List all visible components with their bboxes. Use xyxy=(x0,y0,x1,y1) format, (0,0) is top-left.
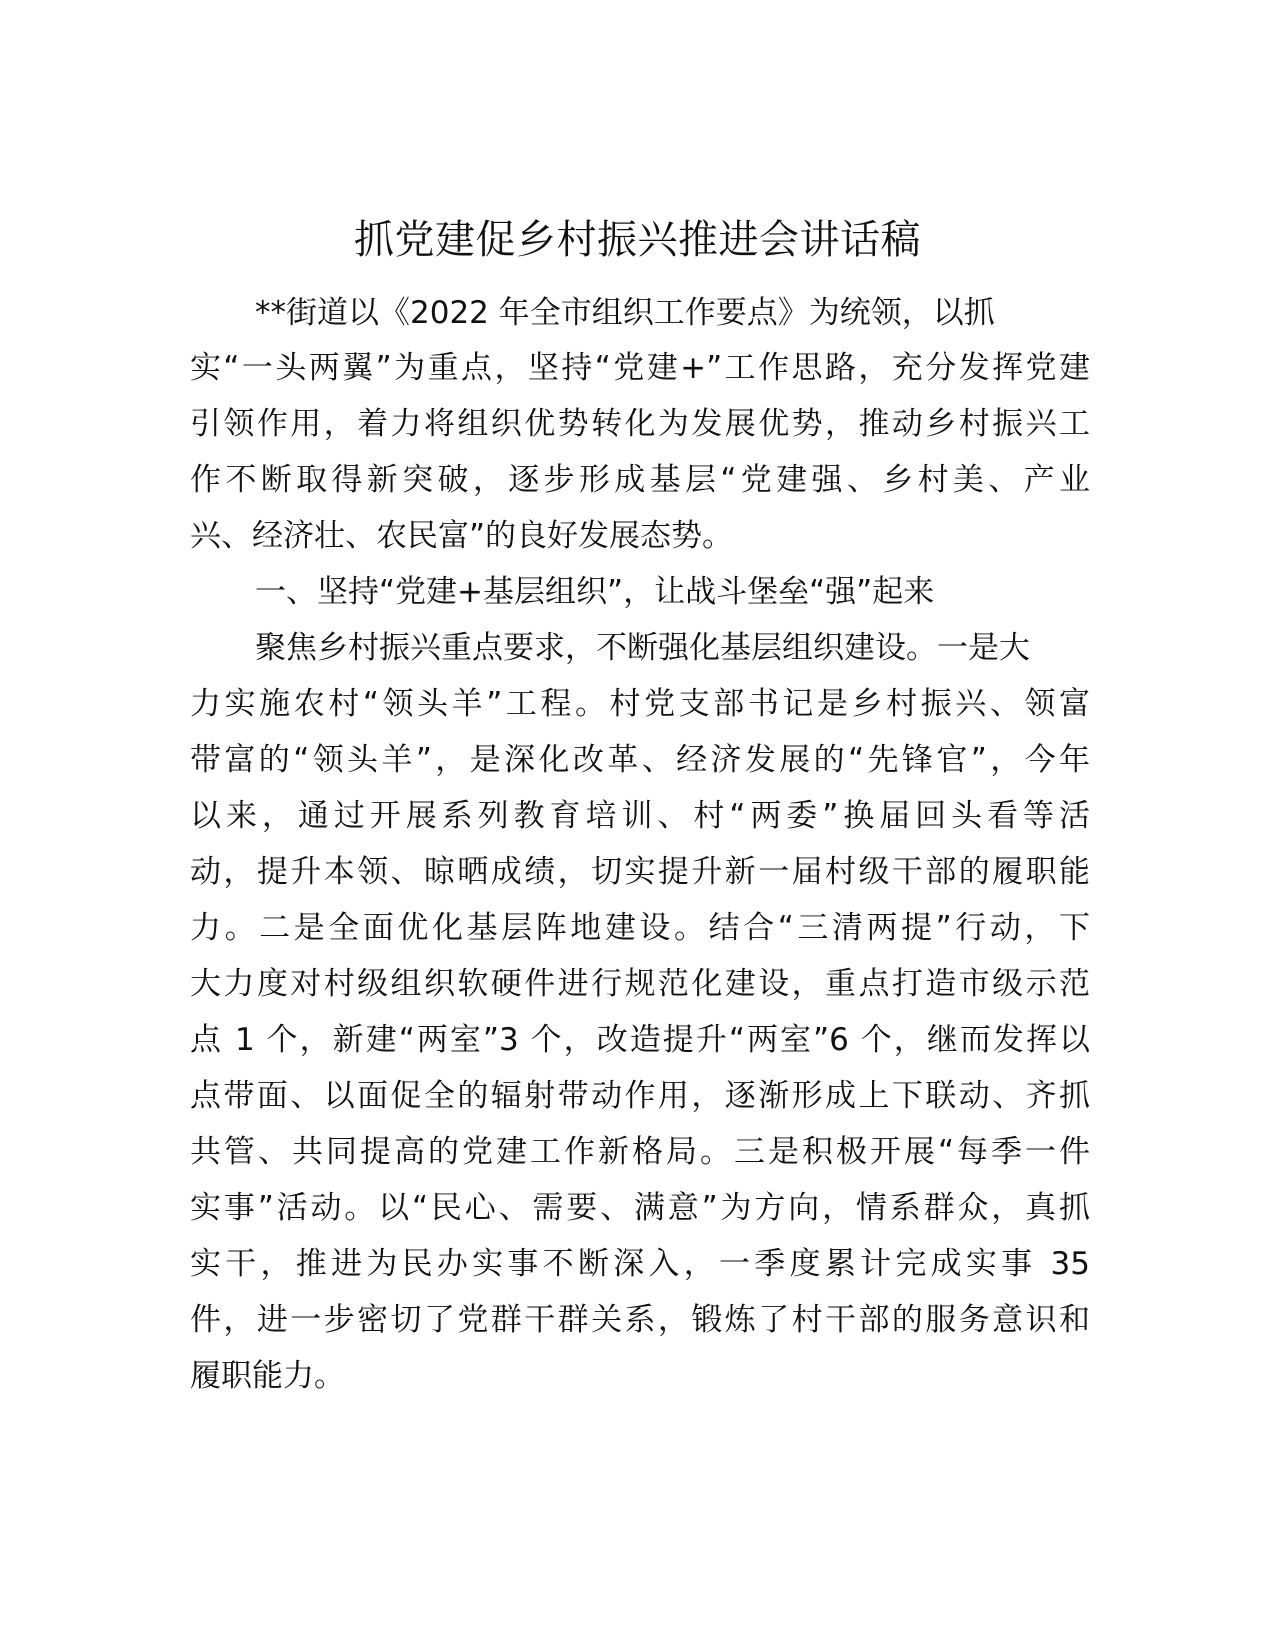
text-line: 件，进一步密切了党群干群关系，锻炼了村干部的服务意识和 xyxy=(190,1302,1090,1338)
text-line: 以来，通过开展系列教育培训、村“两委”换届回头看等活 xyxy=(190,798,1090,834)
text-line: 聚焦乡村振兴重点要求，不断强化基层组织建设。一是大 xyxy=(255,630,1030,666)
text-line: 作不断取得新突破，逐步形成基层“党建强、乡村美、产业 xyxy=(190,462,1090,498)
text-line: 兴、经济壮、农民富”的良好发展态势。 xyxy=(190,518,734,554)
text-line: 动，提升本领、晾晒成绩，切实提升新一届村级干部的履职能 xyxy=(190,854,1090,890)
text-line: 大力度对村级组织软硬件进行规范化建设，重点打造市级示范 xyxy=(190,966,1090,1002)
document-title: 抓党建促乡村振兴推进会讲话稿 xyxy=(354,217,921,263)
section-heading: 一、坚持“党建+基层组织”，让战斗堡垒“强”起来 xyxy=(255,574,935,610)
text-line: 共管、共同提高的党建工作新格局。三是积极开展“每季一件 xyxy=(190,1134,1090,1170)
text-line: 点带面、以面促全的辐射带动作用，逐渐形成上下联动、齐抓 xyxy=(190,1078,1090,1114)
text-line: 力实施农村“领头羊”工程。村党支部书记是乡村振兴、领富 xyxy=(190,686,1090,722)
text-line: **街道以《2022 年全市组织工作要点》为统领，以抓 xyxy=(255,295,995,331)
text-line: 点 1 个，新建“两室”3 个，改造提升“两室”6 个，继而发挥以 xyxy=(190,1022,1090,1058)
text-line: 实事”活动。以“民心、需要、满意”为方向，情系群众，真抓 xyxy=(190,1190,1090,1226)
text-line: 带富的“领头羊”，是深化改革、经济发展的“先锋官”，今年 xyxy=(190,742,1090,778)
text-line: 力。二是全面优化基层阵地建设。结合“三清两提”行动，下 xyxy=(190,910,1090,946)
text-line: 实“一头两翼”为重点，坚持“党建+”工作思路，充分发挥党建 xyxy=(190,350,1090,386)
text-line: 引领作用，着力将组织优势转化为发展优势，推动乡村振兴工 xyxy=(190,406,1090,442)
text-line: 实干，推进为民办实事不断深入，一季度累计完成实事 35 xyxy=(190,1246,1090,1282)
text-line: 履职能力。 xyxy=(190,1358,345,1394)
